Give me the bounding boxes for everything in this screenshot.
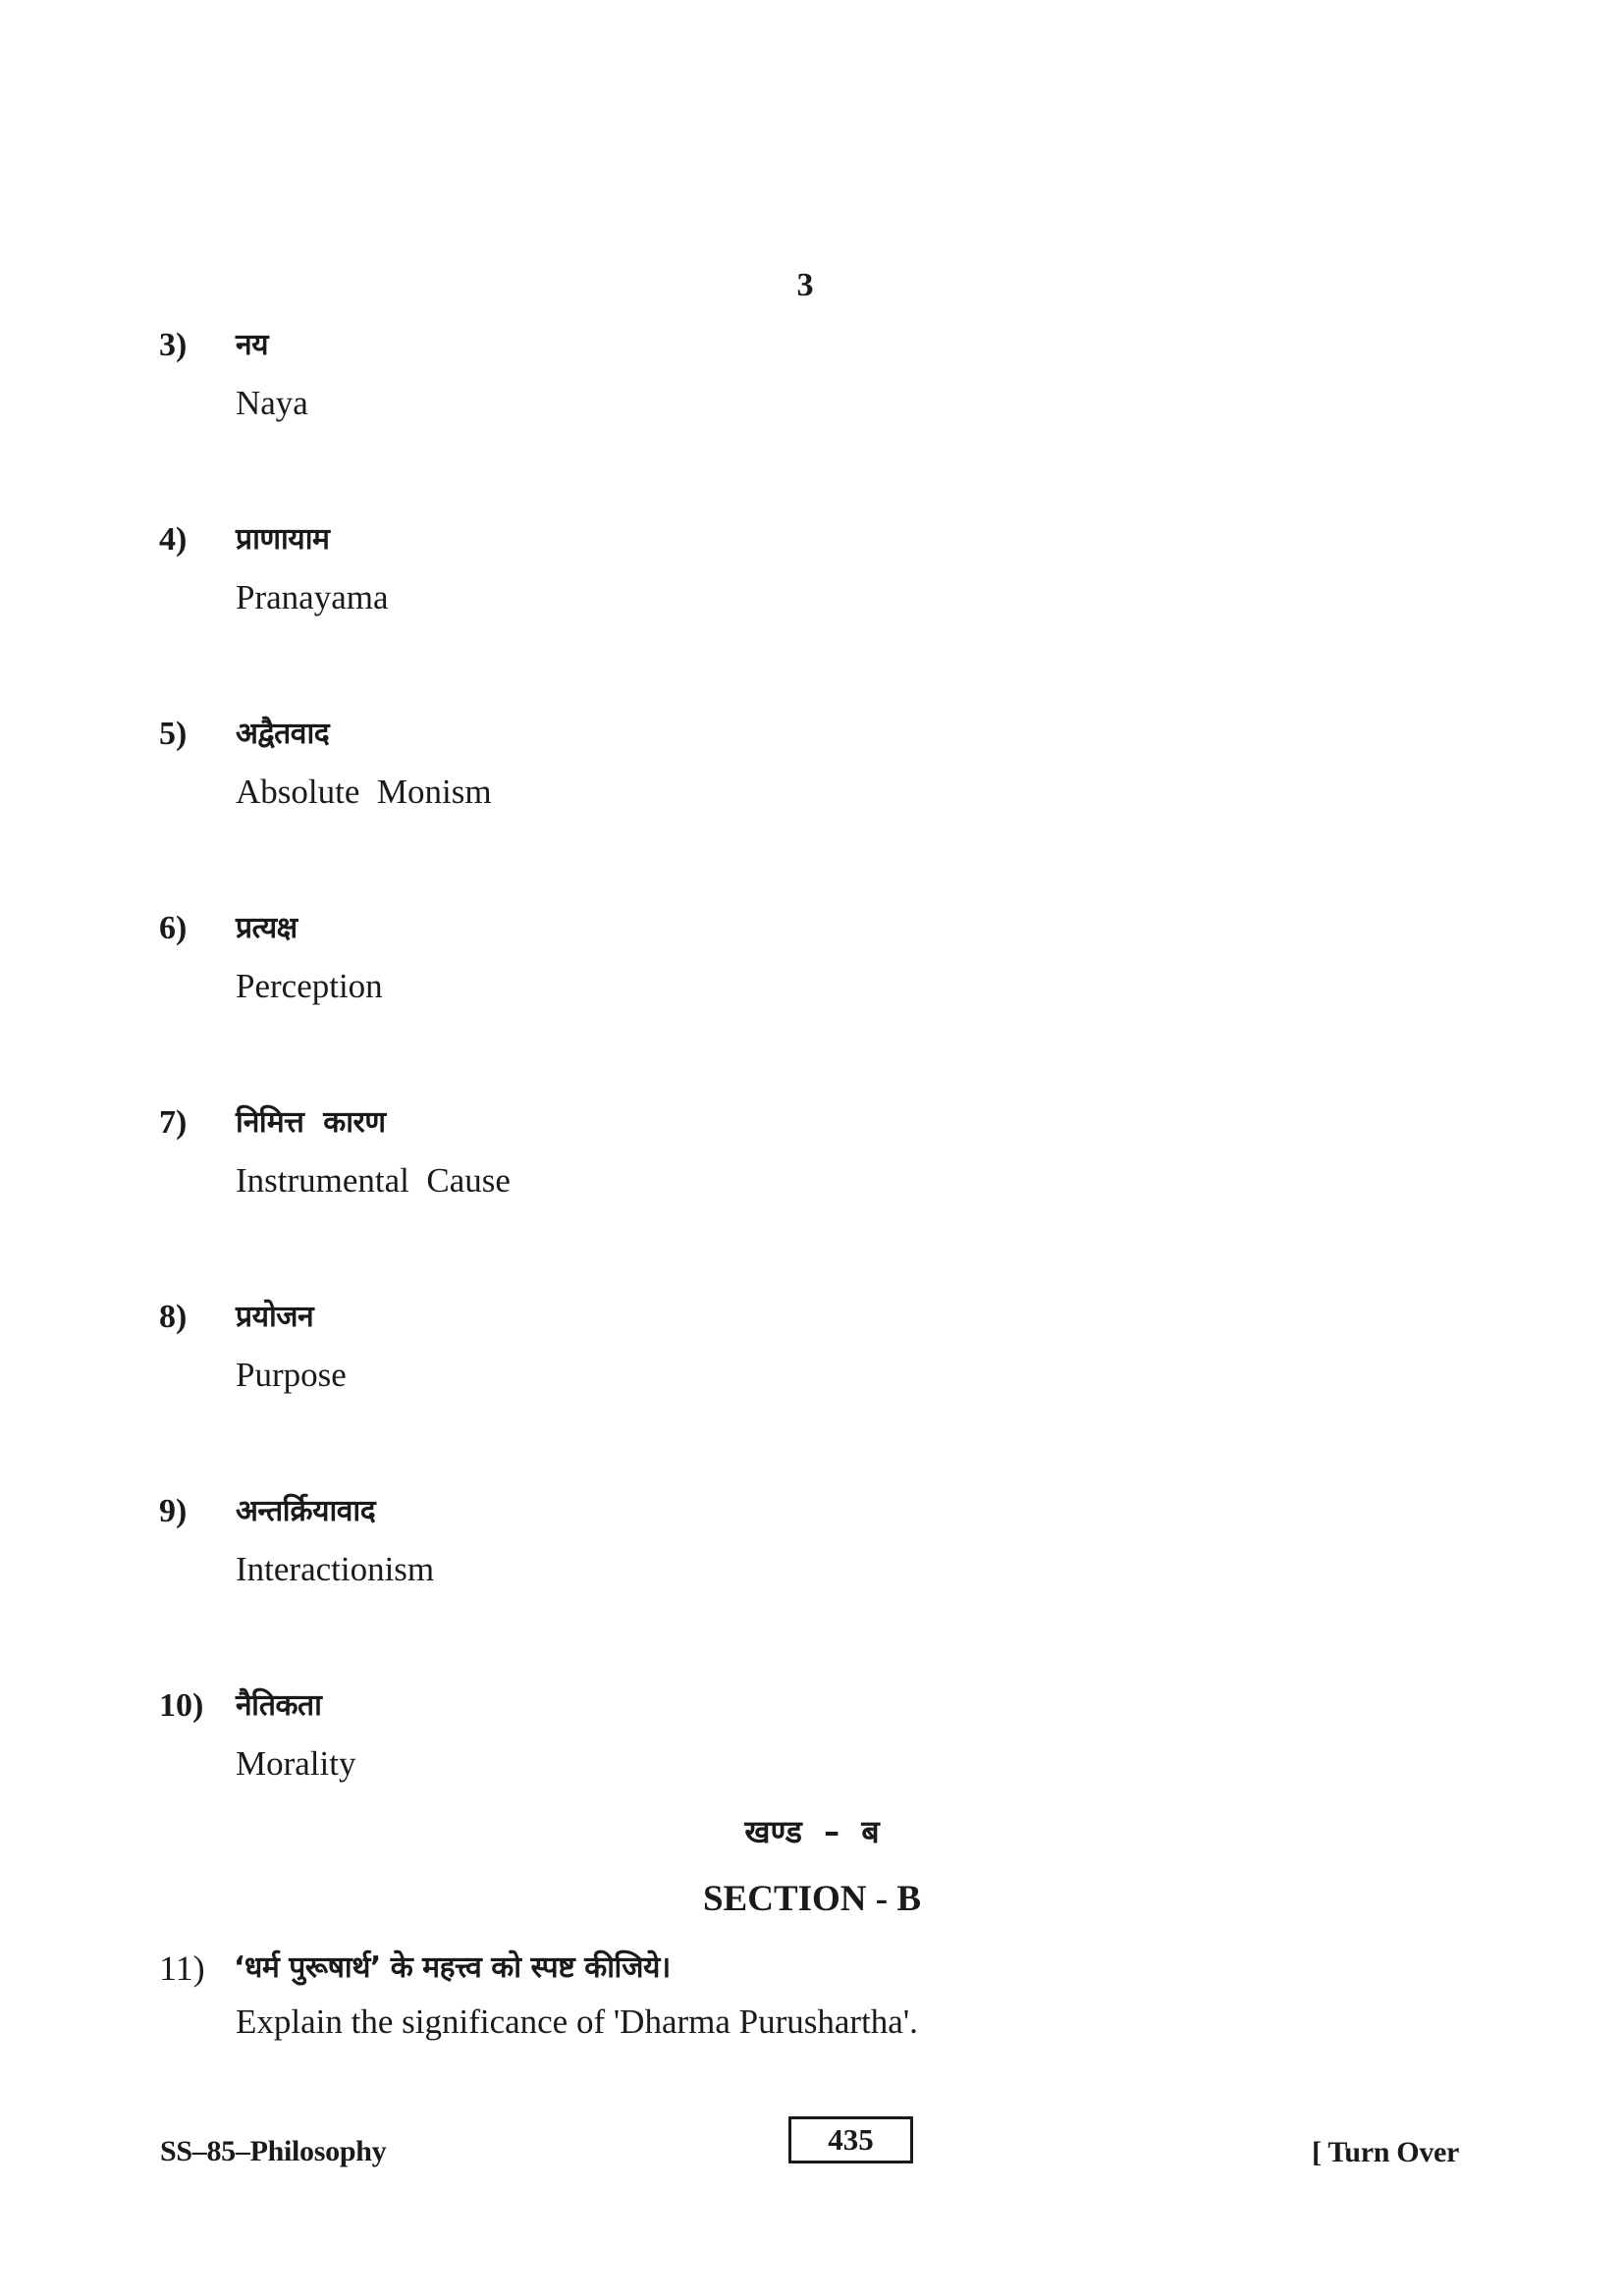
section-heading-hindi: खण्ड – ब — [744, 1813, 880, 1850]
turn-over-label: [ Turn Over — [1312, 2136, 1460, 2168]
question-number: 9) — [159, 1493, 188, 1529]
question-number: 6) — [159, 910, 188, 946]
question-item — [0, 716, 1624, 867]
question-english-term: Naya — [236, 384, 308, 422]
question-item — [0, 1951, 1624, 2059]
question-item — [0, 1104, 1624, 1255]
question-number: 5) — [159, 716, 188, 752]
page-number: 3 — [796, 267, 814, 303]
question-item — [0, 327, 1624, 478]
question-number: 4) — [159, 521, 188, 558]
question-hindi-term: निमित्त कारण — [236, 1105, 386, 1140]
question-item — [0, 521, 1624, 672]
question-hindi-term: नय — [236, 328, 269, 362]
question-english-term: Pranayama — [236, 578, 389, 616]
question-hindi-term: नैतिकता — [236, 1688, 322, 1723]
question-english-term: Instrumental Cause — [236, 1161, 511, 1200]
question-hindi-term: अद्वैतवाद — [236, 717, 330, 751]
question-english-term: Interactionism — [236, 1550, 435, 1588]
question-number: 10) — [159, 1687, 204, 1724]
question-hindi-term: प्रत्यक्ष — [236, 911, 298, 945]
question-item — [0, 910, 1624, 1061]
question-english-term: Perception — [236, 967, 383, 1005]
question-number: 11) — [159, 1949, 205, 1988]
question-english-text: Explain the significance of 'Dharma Purushartha'. — [236, 2002, 918, 2041]
question-hindi-term: अन्तर्क्रियावाद — [236, 1494, 376, 1528]
page-box-number: 435 — [788, 2116, 913, 2163]
question-hindi-text: ‘धर्म पुरूषार्थ’ के महत्त्व को स्पष्ट कीजिये। — [234, 1950, 671, 1985]
section-heading-english: SECTION - B — [702, 1879, 922, 1919]
question-hindi-term: प्रयोजन — [236, 1300, 314, 1334]
question-english-term: Absolute Monism — [236, 773, 492, 811]
question-number: 7) — [159, 1104, 188, 1141]
paper-code: SS–85–Philosophy — [160, 2135, 387, 2167]
question-english-term: Morality — [236, 1744, 356, 1783]
question-item — [0, 1299, 1624, 1450]
question-item — [0, 1493, 1624, 1644]
question-number: 3) — [159, 327, 188, 363]
question-hindi-term: प्राणायाम — [236, 522, 330, 557]
question-number: 8) — [159, 1299, 188, 1335]
question-english-term: Purpose — [236, 1356, 347, 1394]
